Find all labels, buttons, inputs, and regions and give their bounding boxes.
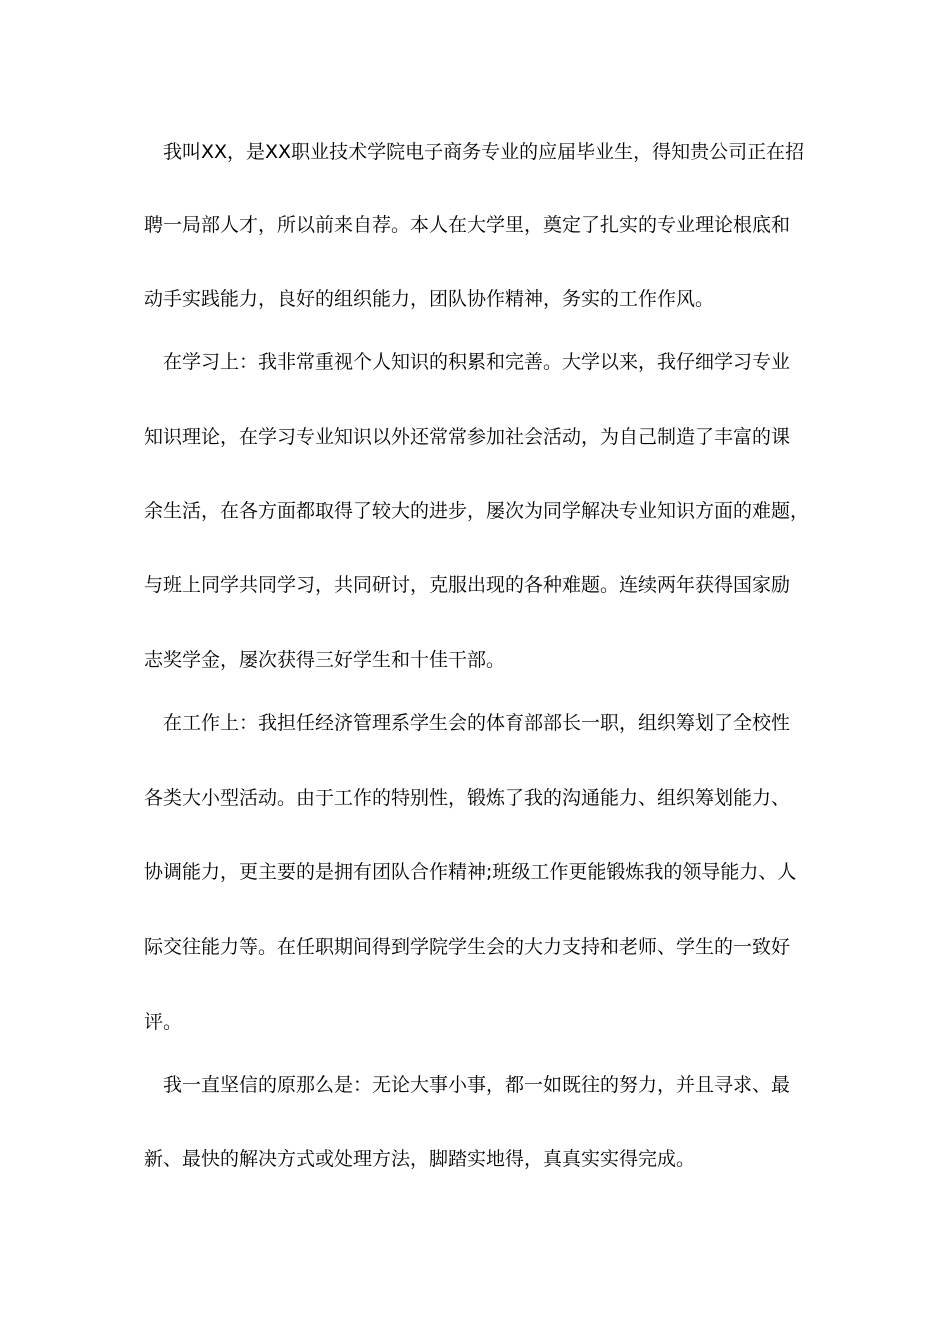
paragraph-2-line-2: 知识理论，在学习专业知识以外还常常参加社会活动，为自己制造了丰富的课	[144, 426, 791, 448]
paragraph-1-line-1: 我叫XX，是XX职业技术学院电子商务专业的应届毕业生，得知贵公司正在招	[163, 141, 805, 163]
paragraph-3-line-5: 评。	[144, 1011, 183, 1033]
paragraph-1-line-2: 聘一局部人才，所以前来自荐。本人在大学里，奠定了扎实的专业理论根底和	[144, 214, 791, 236]
paragraph-2-line-1: 在学习上：我非常重视个人知识的积累和完善。大学以来，我仔细学习专业	[163, 351, 791, 373]
paragraph-4-line-2: 新、最快的解决方式或处理方法，脚踏实地得，真真实实得完成。	[144, 1148, 696, 1170]
paragraph-3-line-1: 在工作上：我担任经济管理系学生会的体育部部长一职，组织筹划了全校性	[163, 712, 791, 734]
paragraph-3-line-2: 各类大小型活动。由于工作的特别性，锻炼了我的沟通能力、组织筹划能力、	[144, 787, 791, 809]
paragraph-3-line-3: 协调能力，更主要的是拥有团队合作精神;班级工作更能锻炼我的领导能力、人	[144, 861, 797, 883]
paragraph-2-line-5: 志奖学金，屡次获得三好学生和十佳干部。	[144, 649, 506, 671]
paragraph-3-line-4: 际交往能力等。在任职期间得到学院学生会的大力支持和老师、学生的一致好	[144, 936, 791, 958]
paragraph-2-line-3: 余生活，在各方面都取得了较大的进步，屡次为同学解决专业知识方面的难题，	[144, 500, 810, 522]
paragraph-2-line-4: 与班上同学共同学习，共同研讨，克服出现的各种难题。连续两年获得国家励	[144, 574, 791, 596]
paragraph-1-line-3: 动手实践能力，良好的组织能力，团队协作精神，务实的工作作风。	[144, 288, 715, 310]
paragraph-4-line-1: 我一直坚信的原那么是：无论大事小事，都一如既往的努力，并且寻求、最	[163, 1074, 791, 1096]
